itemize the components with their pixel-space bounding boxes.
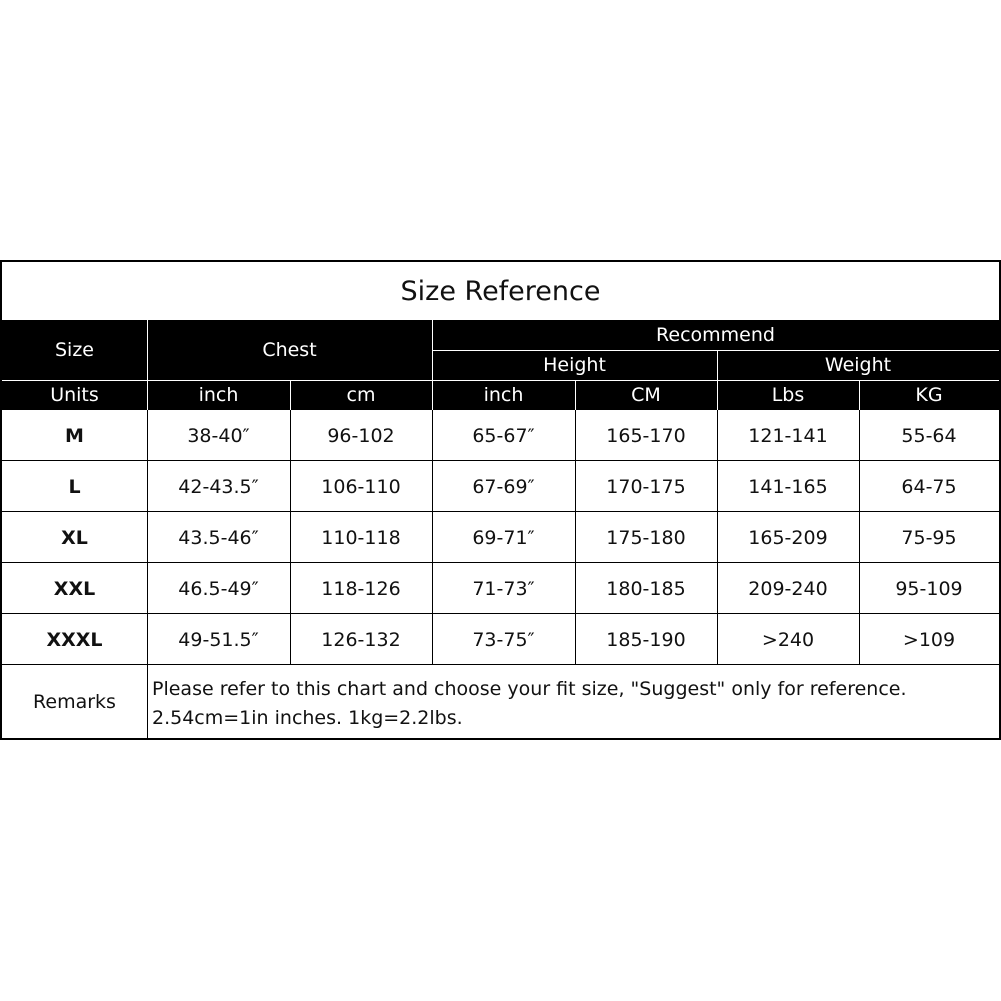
row-chest-cm: 118-126 <box>321 577 401 600</box>
row-divider <box>2 664 999 665</box>
header-divider <box>575 380 576 410</box>
row-height-cm: 180-185 <box>606 577 686 600</box>
row-size: XXL <box>53 577 96 600</box>
row-weight-lbs: 165-209 <box>748 526 828 549</box>
header-chest: Chest <box>147 320 432 380</box>
row-size: XXXL <box>46 628 103 651</box>
row-chest-cm: 126-132 <box>321 628 401 651</box>
header-weight: Weight <box>717 350 999 380</box>
row-height-cm: 170-175 <box>606 475 686 498</box>
row-chest-cm: 96-102 <box>327 424 395 447</box>
remarks-label: Remarks <box>33 690 116 713</box>
column-divider <box>147 410 148 738</box>
row-weight-kg: 95-109 <box>895 577 963 600</box>
row-weight-kg: >109 <box>902 628 956 651</box>
row-weight-lbs: 121-141 <box>748 424 828 447</box>
row-height-inch: 73-75″ <box>472 628 535 651</box>
row-height-cm: 175-180 <box>606 526 686 549</box>
header-divider <box>859 380 860 410</box>
row-height-inch: 71-73″ <box>472 577 535 600</box>
row-chest-inch: 43.5-46″ <box>178 526 259 549</box>
remarks-text <box>147 665 999 738</box>
column-divider <box>290 410 291 665</box>
row-divider <box>2 511 999 512</box>
row-weight-lbs: 141-165 <box>748 475 828 498</box>
column-divider <box>859 410 860 665</box>
header-divider <box>147 320 148 410</box>
row-weight-lbs: 209-240 <box>748 577 828 600</box>
column-divider <box>575 410 576 665</box>
row-height-inch: 67-69″ <box>472 475 535 498</box>
units-label: Units <box>2 380 147 410</box>
units-weight-kg: KG <box>859 380 999 410</box>
header-divider <box>432 320 433 410</box>
header-divider <box>432 350 999 351</box>
header-height: Height <box>432 350 717 380</box>
row-height-inch: 65-67″ <box>472 424 535 447</box>
column-divider <box>432 410 433 665</box>
row-divider <box>2 613 999 614</box>
row-size: L <box>68 475 81 498</box>
row-weight-kg: 55-64 <box>901 424 957 447</box>
row-height-cm: 185-190 <box>606 628 686 651</box>
remarks-line-1: Please refer to this chart and choose your fit size, "Suggest" only for reference. <box>152 678 907 700</box>
header-divider <box>2 380 999 381</box>
row-size: M <box>65 424 84 447</box>
row-chest-inch: 38-40″ <box>187 424 250 447</box>
row-chest-inch: 42-43.5″ <box>178 475 259 498</box>
units-chest-cm: cm <box>290 380 432 410</box>
units-chest-inch: inch <box>147 380 290 410</box>
row-weight-lbs: >240 <box>761 628 815 651</box>
column-divider <box>717 410 718 665</box>
row-chest-cm: 106-110 <box>321 475 401 498</box>
header-size: Size <box>2 320 147 380</box>
row-divider <box>2 562 999 563</box>
row-height-cm: 165-170 <box>606 424 686 447</box>
row-height-inch: 69-71″ <box>472 526 535 549</box>
header-recommend: Recommend <box>432 320 999 350</box>
row-size: XL <box>61 526 88 549</box>
row-divider <box>2 460 999 461</box>
units-weight-lbs: Lbs <box>717 380 859 410</box>
units-height-inch: inch <box>432 380 575 410</box>
table-title: Size Reference <box>400 275 601 307</box>
row-chest-cm: 110-118 <box>321 526 401 549</box>
remarks-line-2: 2.54cm=1in inches. 1kg=2.2lbs. <box>152 707 463 729</box>
row-weight-kg: 75-95 <box>901 526 957 549</box>
row-chest-inch: 46.5-49″ <box>178 577 259 600</box>
header-divider <box>290 380 291 410</box>
units-height-cm: CM <box>575 380 717 410</box>
row-chest-inch: 49-51.5″ <box>178 628 259 651</box>
row-weight-kg: 64-75 <box>901 475 957 498</box>
size-reference-table <box>0 260 1001 740</box>
